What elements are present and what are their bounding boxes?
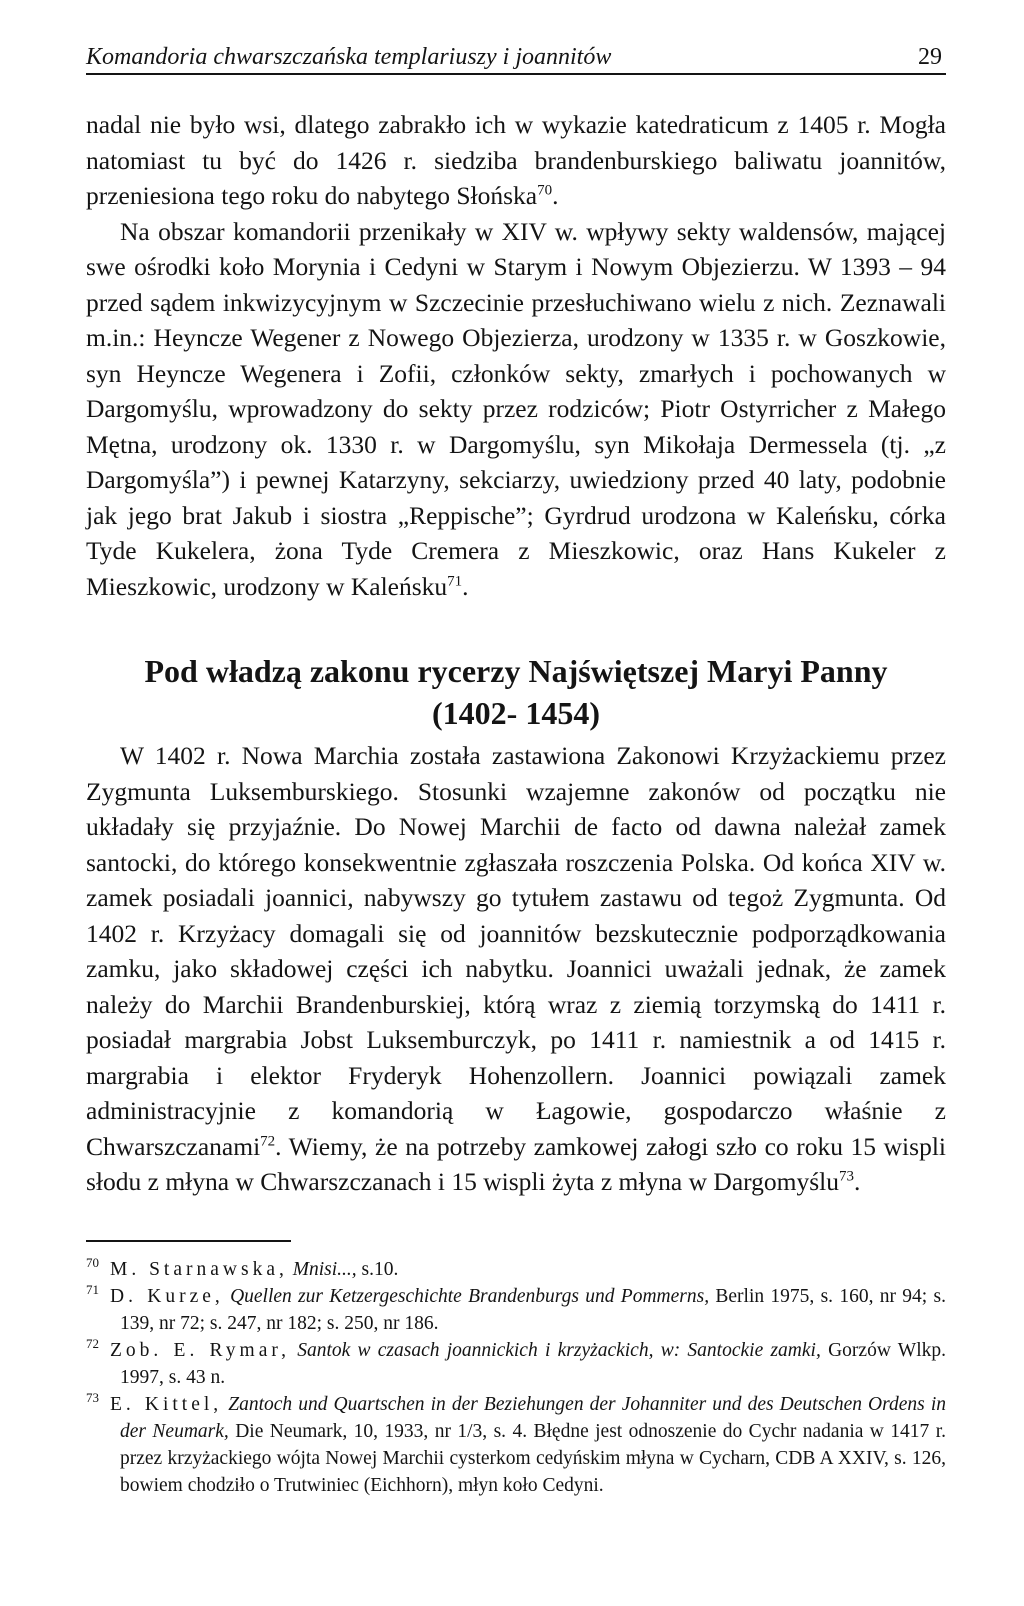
footnote-title: Mnisi..., bbox=[292, 1258, 357, 1280]
section-heading-title: Pod władzą zakonu rycerzy Najświętszej Maryi Panny bbox=[144, 653, 888, 689]
paragraph-3 bbox=[86, 738, 946, 1200]
footnote-divider bbox=[86, 1240, 291, 1242]
footnote-ref-70[interactable]: 70 bbox=[537, 182, 553, 199]
footnote-73: 73 E. Kittel, Zantoch und Quartschen in der Beziehungen der Johanniter und des Deutschen Ordens in der Neumark, Die Neumark, 10, 1933, nr 1/3, s. 4. Błędne jest odnoszenie do Cychr nadania w 1417 r. przez krzyżackiego wójta Nowej Marchii cysterkom cedyńskim młyna w Cycharn, CDB A XXIV, s. 126, bowiem chodziło o Trutwiniec (Eichhorn), młyn koło Cedyni. bbox=[86, 1390, 947, 1496]
footnote-author: D. Kurze, bbox=[110, 1285, 224, 1307]
footnote-author: M. Starnawska, bbox=[110, 1258, 288, 1280]
section-heading bbox=[86, 650, 946, 734]
footnote-rest: Die Neumark, 10, 1933, nr 1/3, s. 4. Błędne jest odnoszenie do Cychr nadania w 1417 r. przez krzyżackiego wójta Nowej Marchii cysterkom cedyńskim młyna w Cycharn, CDB A XXIV, s. 126, bowiem chodziło o Trutwiniec (Eichhorn), młyn koło Cedyni. bbox=[120, 1420, 947, 1496]
paragraph-3-text-2: . Wiemy, że na potrzeby zamkowej załogi szło co roku 15 wispli słodu z młyna w Chwarszczanach i 15 wispli żyta z młyna w Dargomyślu bbox=[86, 1131, 946, 1196]
paragraph-1-text: nadal nie było wsi, dlatego zabrakło ich w wykazie katedraticum z 1405 r. Mogła natomiast tu być do 1426 r. siedziba brandenburskiego baliwatu joannitów, przeniesiona tego roku do nabytego Słońska bbox=[86, 110, 946, 210]
main-text bbox=[86, 107, 946, 604]
footnote-title: Santok w czasach joannickich i krzyżackich, w: Santockie zamki, bbox=[297, 1339, 821, 1361]
footnote-rest: s.10. bbox=[361, 1258, 399, 1280]
paragraph-1 bbox=[86, 107, 946, 214]
page-number: 29 bbox=[918, 44, 942, 70]
paragraph-2 bbox=[86, 214, 946, 605]
footnote-ref-73[interactable]: 73 bbox=[839, 1168, 855, 1185]
footnote-author: Zob. E. Rymar, bbox=[110, 1339, 290, 1361]
footnote-71: 71 D. Kurze, Quellen zur Ketzergeschichte Brandenburgs und Pommerns, Berlin 1975, s. 160, nr 94; s. 139, nr 72; s. 247, nr 182; s. 250, nr 186. bbox=[86, 1282, 946, 1334]
running-head bbox=[86, 44, 946, 75]
footnote-title: Quellen zur Ketzergeschichte Brandenburgs und Pommerns, bbox=[230, 1285, 710, 1307]
footnote-title: Zantoch und Quartschen in der Beziehungen der Johanniter und des Deutschen Ordens in der Neumark, bbox=[120, 1393, 946, 1442]
paragraph-3-text: W 1402 r. Nowa Marchia została zastawiona Zakonowi Krzyżackiemu przez Zygmunta Luksemburskiego. Stosunki wzajemne zakonów od początku nie układały się przyjaźnie. Do Nowej Marchii de facto od dawna należał zamek santocki, do którego konsekwentnie zgłaszała roszczenia Polska. Od końca XIV w. zamek posiadali joannici, nabywszy go tytułem zastawu od tegoż Zygmunta. Od 1402 r. Krzyżacy domagali się od joannitów bezskutecznie podporządkowania zamku, jako składowej części ich nabytku. Joannici uważali jednak, że zamek należy do Marchii Brandenburskiej, którą wraz z ziemią torzymską do 1411 r. posiadał margrabia Jobst Luksemburczyk, po 1411 r. namiestnik a od 1415 r. margrabia i elektor Fryderyk Hohenzollern. Joannici powiązali zamek administracyjnie z komandorią w Łagowie, gospodarczo właśnie z Chwarszczanami bbox=[86, 741, 946, 1161]
paragraph-1-end: . bbox=[552, 181, 559, 210]
footnote-rest: Berlin 1975, s. 160, nr 94; s. 139, nr 72; s. 247, nr 182; s. 250, nr 186. bbox=[120, 1285, 946, 1334]
footnotes bbox=[86, 1256, 946, 1499]
footnote-ref-71[interactable]: 71 bbox=[447, 573, 463, 589]
running-title: Komandoria chwarszczańska templariuszy i joannitów bbox=[86, 44, 612, 70]
footnote-author: E. Kittel, bbox=[110, 1393, 223, 1415]
footnote-72: 72 Zob. E. Rymar, Santok w czasach joannickich i krzyżackich, w: Santockie zamki, Gorzów Wlkp. 1997, s. 43 n. bbox=[86, 1336, 946, 1388]
section-text bbox=[86, 738, 946, 1200]
paragraph-2-text: Na obszar komandorii przenikały w XIV w. wpływy sekty waldensów, mającej swe ośrodki koło Morynia i Cedyni w Starym i Nowym Objezierzu. W 1393 – 94 przed sądem inkwizycyjnym w Szczecinie przesłuchiwano wielu z nich. Zeznawali m.in.: Heyncze Wegener z Nowego Objezierza, urodzony w 1335 r. w Goszkowie, syn Heyncze Wegenera i Zofii, członków sekty, zmarłych i pochowanych w Dargomyślu, wprowadzony do sekty przez rodziców; Piotr Ostyrricher z Małego Mętna, urodzony ok. 1330 r. w Dargomyślu, syn Mikołaja Dermessela (tj. „z Dargomyśla”) i pewnej Katarzyny, sekciarzy, uwiedziony przed 40 laty, podobnie jak jego brat Jakub i siostra „Reppische”; Gyrdrud urodzona w Kaleńsku, córka Tyde Kukelera, żona Tyde Cremera z Mieszkowic, oraz Hans Kukeler z Mieszkowic, urodzony w Kaleńsku bbox=[86, 216, 946, 601]
paragraph-2-end: . bbox=[462, 571, 469, 601]
footnote-70: 70 M. Starnawska, Mnisi..., s.10. bbox=[86, 1255, 399, 1280]
section-heading-dates: (1402- 1454) bbox=[432, 695, 600, 731]
paragraph-3-end: . bbox=[854, 1167, 861, 1196]
footnote-rest: Gorzów Wlkp. 1997, s. 43 n. bbox=[120, 1339, 946, 1388]
footnote-ref-72[interactable]: 72 bbox=[260, 1133, 276, 1149]
